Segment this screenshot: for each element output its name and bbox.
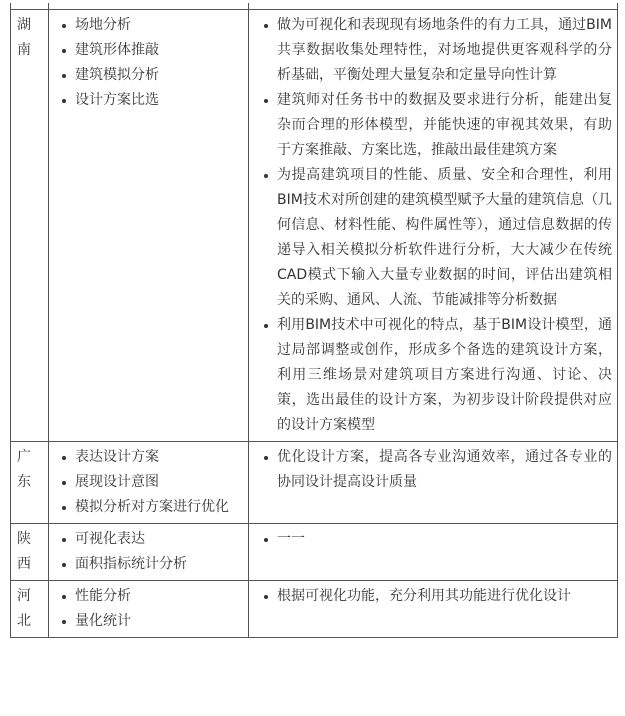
province-cell bbox=[11, 442, 49, 524]
functions-cell bbox=[49, 524, 249, 581]
bim-application-table bbox=[10, 3, 618, 638]
province-name: 广东 bbox=[17, 449, 31, 490]
function-item: 场地分析 bbox=[55, 13, 243, 38]
function-item: 性能分析 bbox=[55, 584, 243, 609]
detail-item: 优化设计方案，提高各专业沟通效率，通过各专业的协同设计提高设计质量 bbox=[255, 445, 612, 495]
function-list bbox=[55, 13, 243, 113]
details-cell bbox=[249, 10, 618, 442]
function-list bbox=[55, 527, 243, 577]
details-cell bbox=[249, 442, 618, 524]
detail-list bbox=[255, 445, 612, 495]
detail-item: 根据可视化功能，充分利用其功能进行优化设计 bbox=[255, 584, 612, 609]
detail-item: 利用BIM技术中可视化的特点，基于BIM设计模型，通过局部调整或创作，形成多个备选的建筑设计方案，利用三维场景对建筑项目方案进行沟通、讨论、决策，选出最佳的设计方案，为初步设计阶段提供对应的设计方案模型 bbox=[255, 313, 612, 438]
province-name: 湖南 bbox=[17, 17, 31, 58]
province-name: 河北 bbox=[17, 588, 31, 629]
detail-list bbox=[255, 584, 612, 609]
detail-item: 一一 bbox=[255, 527, 612, 552]
function-item: 设计方案比选 bbox=[55, 88, 243, 113]
details-cell bbox=[249, 524, 618, 581]
function-item: 量化统计 bbox=[55, 609, 243, 634]
table-row bbox=[11, 581, 618, 638]
function-item: 模拟分析对方案进行优化 bbox=[55, 495, 243, 520]
functions-cell bbox=[49, 581, 249, 638]
function-item: 展现设计意图 bbox=[55, 470, 243, 495]
functions-cell bbox=[49, 10, 249, 442]
province-name: 陕西 bbox=[17, 531, 31, 572]
function-list bbox=[55, 445, 243, 520]
table-row bbox=[11, 442, 618, 524]
functions-cell bbox=[49, 442, 249, 524]
detail-item: 做为可视化和表现现有场地条件的有力工具，通过BIM共享数据收集处理特性，对场地提供更客观科学的分析基础，平衡处理大量复杂和定量导向性计算 bbox=[255, 13, 612, 88]
details-cell bbox=[249, 581, 618, 638]
province-cell bbox=[11, 581, 49, 638]
table-row bbox=[11, 10, 618, 442]
function-item: 可视化表达 bbox=[55, 527, 243, 552]
function-list bbox=[55, 584, 243, 634]
detail-list bbox=[255, 13, 612, 438]
function-item: 建筑形体推敲 bbox=[55, 38, 243, 63]
province-cell bbox=[11, 524, 49, 581]
function-item: 建筑模拟分析 bbox=[55, 63, 243, 88]
province-cell bbox=[11, 10, 49, 442]
function-item: 面积指标统计分析 bbox=[55, 552, 243, 577]
detail-list bbox=[255, 527, 612, 552]
detail-item: 为提高建筑项目的性能、质量、安全和合理性，利用BIM技术对所创建的建筑模型赋予大量的建筑信息（几何信息、材料性能、构件属性等），通过信息数据的传递导入相关模拟分析软件进行分析，大大减少在传统CAD模式下输入大量专业数据的时间，评估出建筑相关的采购、通风、人流、节能减排等分析数据 bbox=[255, 163, 612, 313]
function-item: 表达设计方案 bbox=[55, 445, 243, 470]
table-row bbox=[11, 524, 618, 581]
detail-item: 建筑师对任务书中的数据及要求进行分析，能建出复杂而合理的形体模型，并能快速的审视其效果，有助于方案推敲、方案比选，推敲出最佳建筑方案 bbox=[255, 88, 612, 163]
